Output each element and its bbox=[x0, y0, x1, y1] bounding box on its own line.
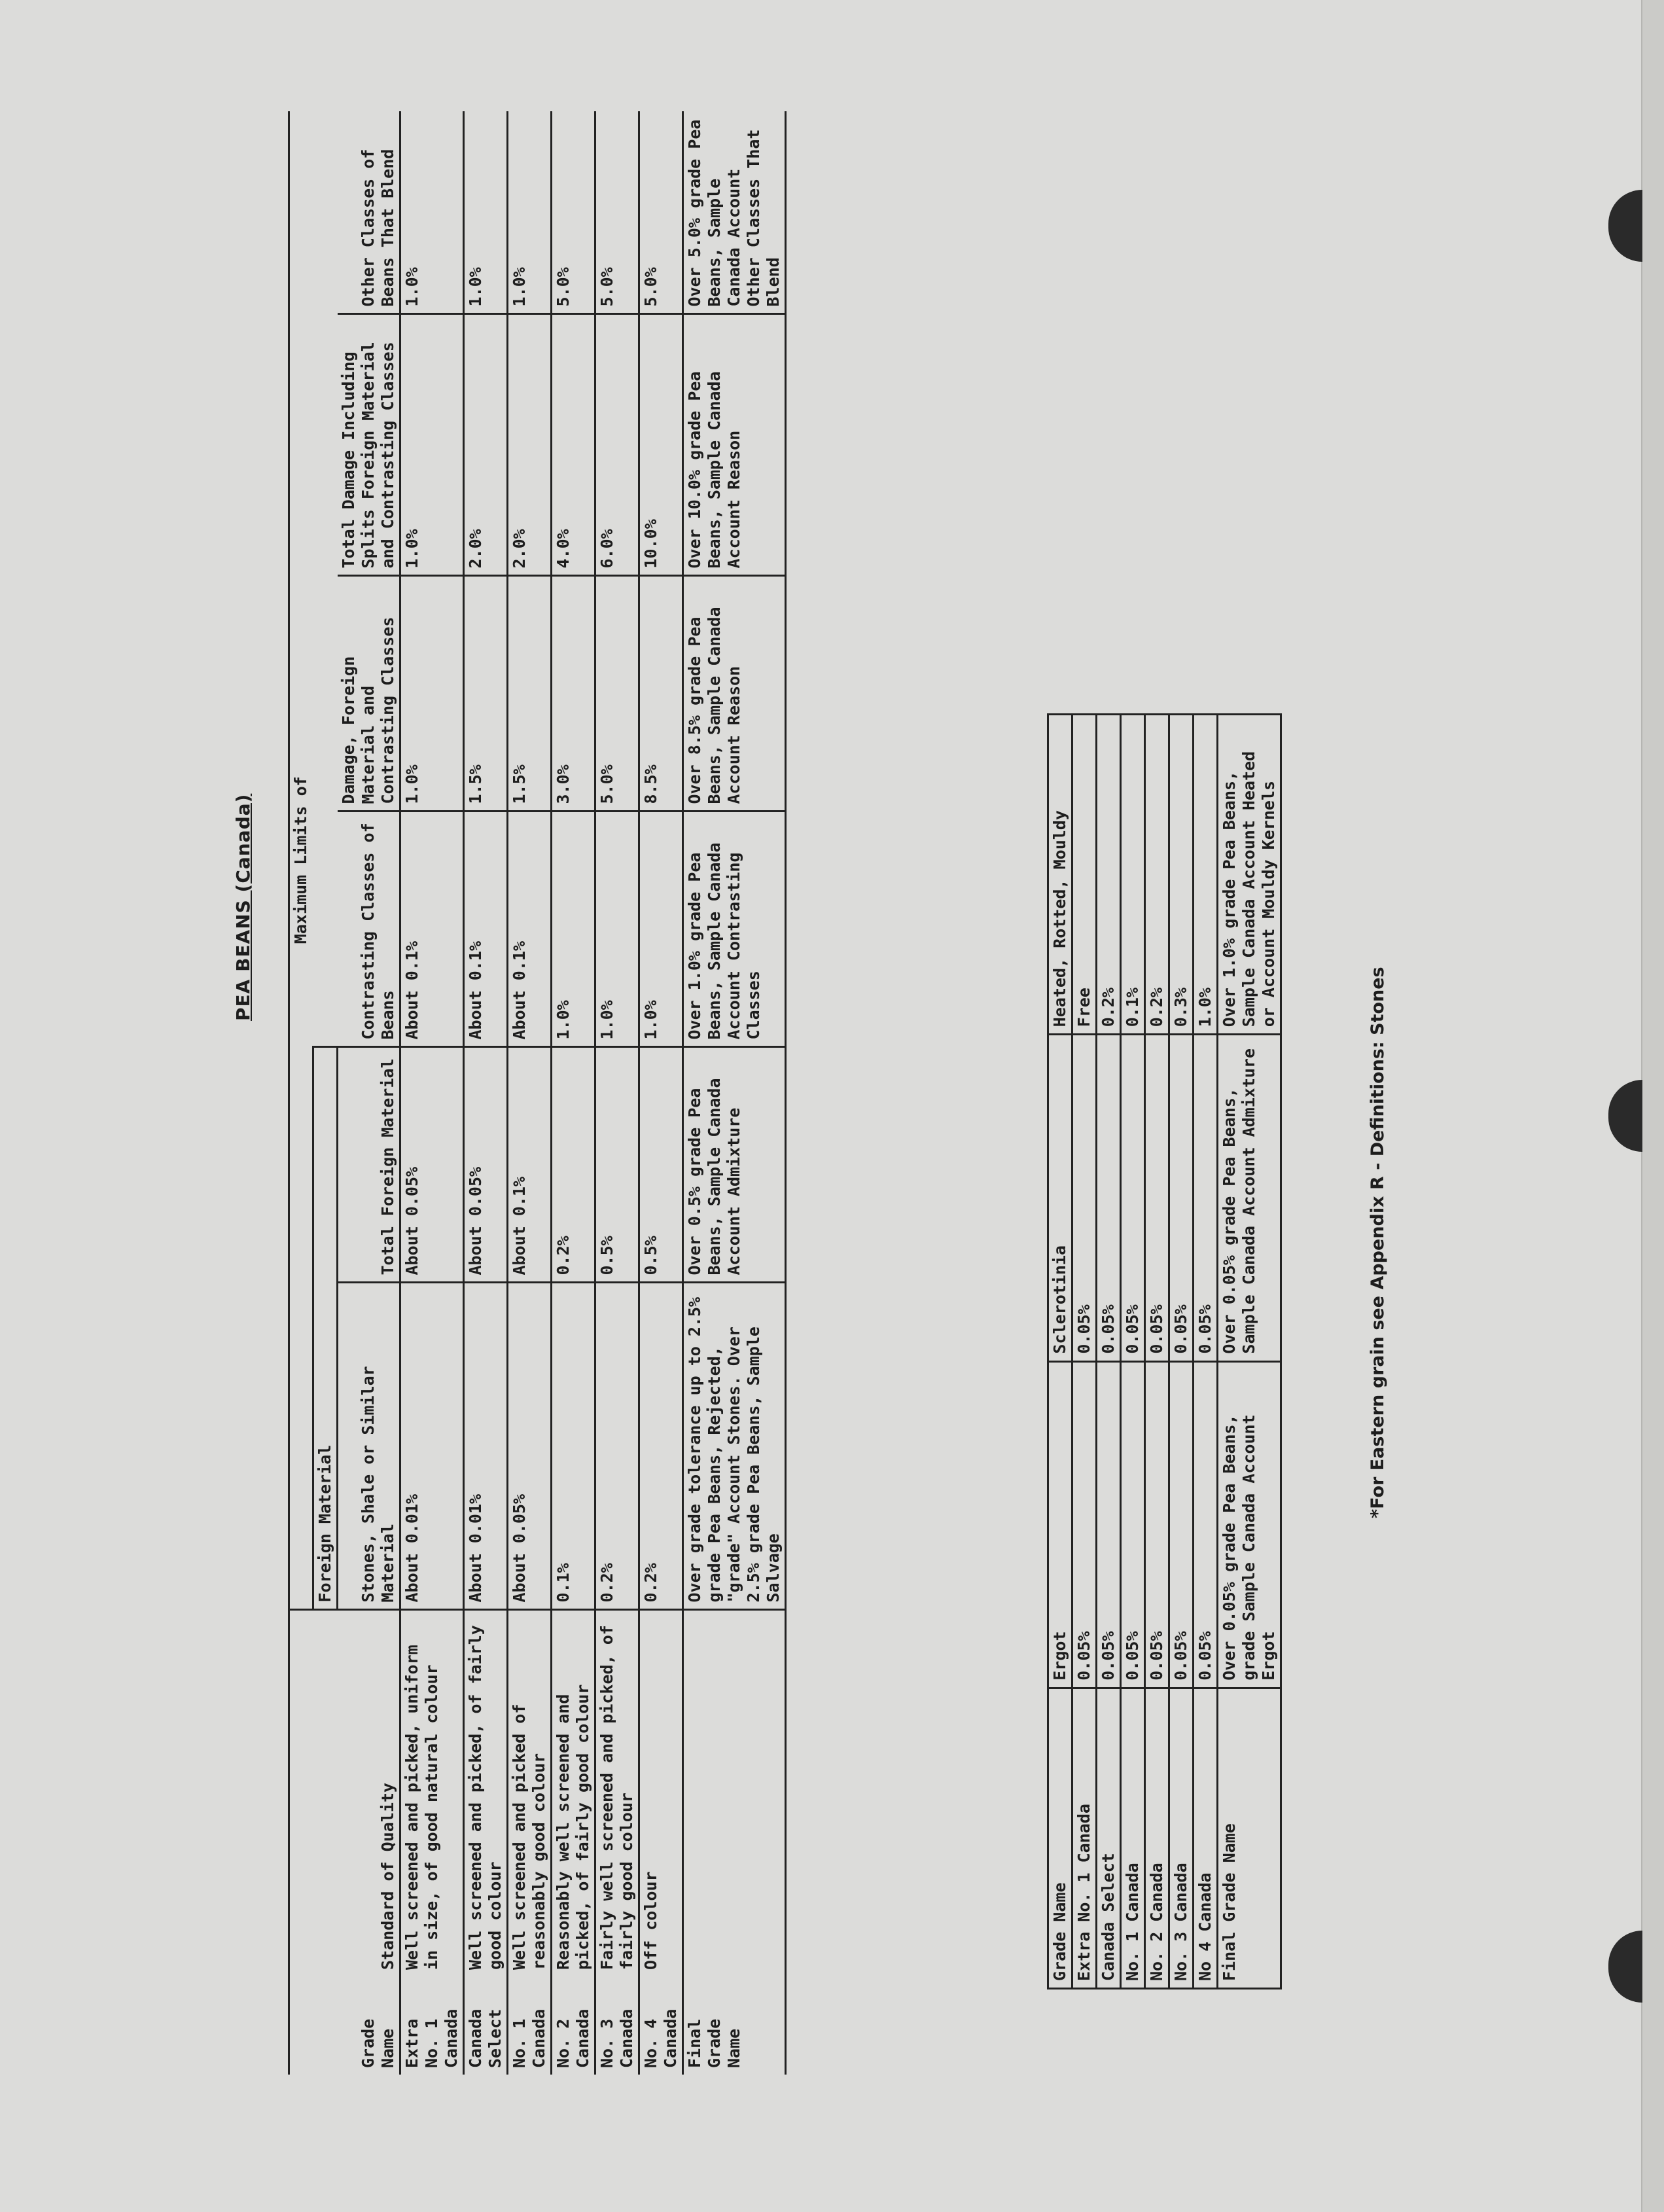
other-classes-cell: 5.0% bbox=[595, 111, 639, 314]
grade-cell: Canada Select bbox=[1097, 1688, 1121, 1988]
total-foreign-cell: 0.5% bbox=[639, 1047, 682, 1283]
other-classes-cell: 1.0% bbox=[507, 111, 551, 314]
total-damage-cell: 1.0% bbox=[400, 314, 463, 576]
total-foreign-cell: About 0.1% bbox=[507, 1047, 551, 1283]
ergot-cell: 0.05% bbox=[1121, 1361, 1145, 1688]
standard-cell: Well screened and picked, uniform in size, of good natural colour bbox=[400, 1610, 463, 1976]
header-grade-name: Grade Name bbox=[1048, 1688, 1072, 1988]
damage-fm-cell: 8.5% bbox=[639, 576, 682, 812]
stones-cell: 0.2% bbox=[639, 1283, 682, 1610]
heated-cell: 0.2% bbox=[1097, 715, 1121, 1035]
table-row-final bbox=[1218, 715, 1281, 1989]
damage-fm-cell: Over 8.5% grade Pea Beans, Sample Canada Account Reason bbox=[682, 576, 785, 812]
sclerotinia-cell: 0.05% bbox=[1121, 1035, 1145, 1361]
header-contrasting: Contrasting Classes of Beans bbox=[338, 812, 400, 1047]
table-row bbox=[595, 111, 639, 2075]
grade-cell: No. 3 Canada bbox=[1169, 1688, 1194, 1988]
sclerotinia-cell: 0.05% bbox=[1145, 1035, 1169, 1361]
contrasting-cell: About 0.1% bbox=[507, 812, 551, 1047]
stones-cell: 0.2% bbox=[595, 1283, 639, 1610]
header-row bbox=[1048, 715, 1072, 1989]
sclerotinia-cell: 0.05% bbox=[1097, 1035, 1121, 1361]
grade-cell: No. 4 Canada bbox=[639, 1976, 682, 2075]
header-grade-name: Grade Name bbox=[338, 1976, 400, 2075]
standard-cell: Well screened and picked of reasonably good colour bbox=[507, 1610, 551, 1976]
grade-cell: Extra No. 1 Canada bbox=[400, 1976, 463, 2075]
heated-cell: Free bbox=[1072, 715, 1097, 1035]
standard-cell: Well screened and picked, of fairly good colour bbox=[463, 1610, 507, 1976]
header-row-foreign bbox=[313, 111, 338, 2075]
grade-cell: No. 3 Canada bbox=[595, 1976, 639, 2075]
ergot-cell: 0.05% bbox=[1097, 1361, 1121, 1688]
contrasting-cell: 1.0% bbox=[551, 812, 595, 1047]
grade-cell: Final Grade Name bbox=[682, 1976, 785, 2075]
damage-fm-cell: 3.0% bbox=[551, 576, 595, 812]
header-row-columns bbox=[338, 111, 400, 2075]
table-row bbox=[1072, 715, 1097, 1989]
grade-cell: Extra No. 1 Canada bbox=[1072, 1688, 1097, 1988]
sclerotinia-cell: 0.05% bbox=[1194, 1035, 1218, 1361]
header-other-classes: Other Classes of Beans That Blend bbox=[338, 111, 400, 314]
grade-cell: No. 2 Canada bbox=[1145, 1688, 1169, 1988]
grade-limits-table bbox=[288, 111, 787, 2075]
table-row-final bbox=[682, 111, 785, 2075]
total-damage-cell: Over 10.0% grade Pea Beans, Sample Canada Account Reason bbox=[682, 314, 785, 576]
ergot-cell: 0.05% bbox=[1194, 1361, 1218, 1688]
stones-cell: About 0.05% bbox=[507, 1283, 551, 1610]
contrasting-cell: About 0.1% bbox=[463, 812, 507, 1047]
contrasting-cell: 1.0% bbox=[595, 812, 639, 1047]
stones-cell: Over grade tolerance up to 2.5% grade Pea Beans, Rejected, "grade" Account Stones. Over 2.5% grade Pea Beans, Sample Salvage bbox=[682, 1283, 785, 1610]
standard-cell: Off colour bbox=[639, 1610, 682, 1976]
other-classes-cell: Over 5.0% grade Pea Beans, Sample Canada Account Other Classes That Blend bbox=[682, 111, 785, 314]
header-damage-fm: Damage, Foreign Material and Contrasting Classes bbox=[338, 576, 400, 812]
table-row bbox=[400, 111, 463, 2075]
damage-fm-cell: 1.0% bbox=[400, 576, 463, 812]
header-row-limits bbox=[289, 111, 313, 2075]
contrasting-cell: About 0.1% bbox=[400, 812, 463, 1047]
damage-fm-cell: 5.0% bbox=[595, 576, 639, 812]
table-row bbox=[551, 111, 595, 2075]
standard-cell: Reasonably well screened and picked, of fairly good colour bbox=[551, 1610, 595, 1976]
footnote: *For Eastern grain see Appendix R - Definitions: Stones bbox=[1368, 967, 1388, 1518]
table-row bbox=[639, 111, 682, 2075]
other-classes-cell: 5.0% bbox=[551, 111, 595, 314]
header-stones: Stones, Shale or Similar Material bbox=[338, 1283, 400, 1610]
table-row bbox=[1194, 715, 1218, 1989]
grade-cell: No. 1 Canada bbox=[507, 1976, 551, 2075]
total-foreign-cell: About 0.05% bbox=[463, 1047, 507, 1283]
total-foreign-cell: Over 0.5% grade Pea Beans, Sample Canada Account Admixture bbox=[682, 1047, 785, 1283]
page-title: PEA BEANS (Canada) bbox=[232, 793, 254, 1021]
contrasting-cell: 1.0% bbox=[639, 812, 682, 1047]
grade-cell: Final Grade Name bbox=[1218, 1688, 1281, 1988]
standard-cell bbox=[682, 1610, 785, 1976]
table-row bbox=[463, 111, 507, 2075]
table-row bbox=[1145, 715, 1169, 1989]
grade-cell: Canada Select bbox=[463, 1976, 507, 2075]
maximum-limits-label: Maximum Limits of bbox=[289, 111, 313, 1610]
heated-cell: Over 1.0% grade Pea Beans, Sample Canada Account Heated or Account Mouldy Kernels bbox=[1218, 715, 1281, 1035]
total-damage-cell: 6.0% bbox=[595, 314, 639, 576]
damage-fm-cell: 1.5% bbox=[463, 576, 507, 812]
other-classes-cell: 1.0% bbox=[463, 111, 507, 314]
heated-cell: 1.0% bbox=[1194, 715, 1218, 1035]
standard-cell: Fairly well screened and picked, of fairly good colour bbox=[595, 1610, 639, 1976]
foreign-material-label: Foreign Material bbox=[313, 1047, 338, 1610]
header-sclerotinia: Sclerotinia bbox=[1048, 1035, 1072, 1361]
sclerotinia-cell: 0.05% bbox=[1169, 1035, 1194, 1361]
total-foreign-cell: About 0.05% bbox=[400, 1047, 463, 1283]
contrasting-cell: Over 1.0% grade Pea Beans, Sample Canada Account Contrasting Classes bbox=[682, 812, 785, 1047]
header-total-damage: Total Damage Including Splits Foreign Material and Contrasting Classes bbox=[338, 314, 400, 576]
total-damage-cell: 4.0% bbox=[551, 314, 595, 576]
damage-fm-cell: 1.5% bbox=[507, 576, 551, 812]
stones-cell: About 0.01% bbox=[400, 1283, 463, 1610]
table-row bbox=[1097, 715, 1121, 1989]
heated-cell: 0.2% bbox=[1145, 715, 1169, 1035]
heated-cell: 0.1% bbox=[1121, 715, 1145, 1035]
total-damage-cell: 2.0% bbox=[463, 314, 507, 576]
total-damage-cell: 2.0% bbox=[507, 314, 551, 576]
other-classes-cell: 1.0% bbox=[400, 111, 463, 314]
heated-cell: 0.3% bbox=[1169, 715, 1194, 1035]
total-damage-cell: 10.0% bbox=[639, 314, 682, 576]
table-row bbox=[507, 111, 551, 2075]
ergot-cell: 0.05% bbox=[1145, 1361, 1169, 1688]
ergot-cell: 0.05% bbox=[1169, 1361, 1194, 1688]
header-ergot: Ergot bbox=[1048, 1361, 1072, 1688]
header-standard: Standard of Quality bbox=[338, 1610, 400, 1976]
table-row bbox=[1121, 715, 1145, 1989]
ergot-cell: 0.05% bbox=[1072, 1361, 1097, 1688]
other-classes-cell: 5.0% bbox=[639, 111, 682, 314]
grade-cell: No 4 Canada bbox=[1194, 1688, 1218, 1988]
header-heated: Heated, Rotted, Mouldy bbox=[1048, 715, 1072, 1035]
header-total-foreign: Total Foreign Material bbox=[338, 1047, 400, 1283]
grade-cell: No. 1 Canada bbox=[1121, 1688, 1145, 1988]
total-foreign-cell: 0.5% bbox=[595, 1047, 639, 1283]
grade-cell: No. 2 Canada bbox=[551, 1976, 595, 2075]
stones-cell: 0.1% bbox=[551, 1283, 595, 1610]
ergot-cell: Over 0.05% grade Pea Beans, grade Sample Canada Account Ergot bbox=[1218, 1361, 1281, 1688]
sclerotinia-cell: 0.05% bbox=[1072, 1035, 1097, 1361]
stones-cell: About 0.01% bbox=[463, 1283, 507, 1610]
ergot-sclerotinia-table bbox=[1047, 713, 1282, 1989]
sclerotinia-cell: Over 0.05% grade Pea Beans, Sample Canada Account Admixture bbox=[1218, 1035, 1281, 1361]
total-foreign-cell: 0.2% bbox=[551, 1047, 595, 1283]
table-row bbox=[1169, 715, 1194, 1989]
